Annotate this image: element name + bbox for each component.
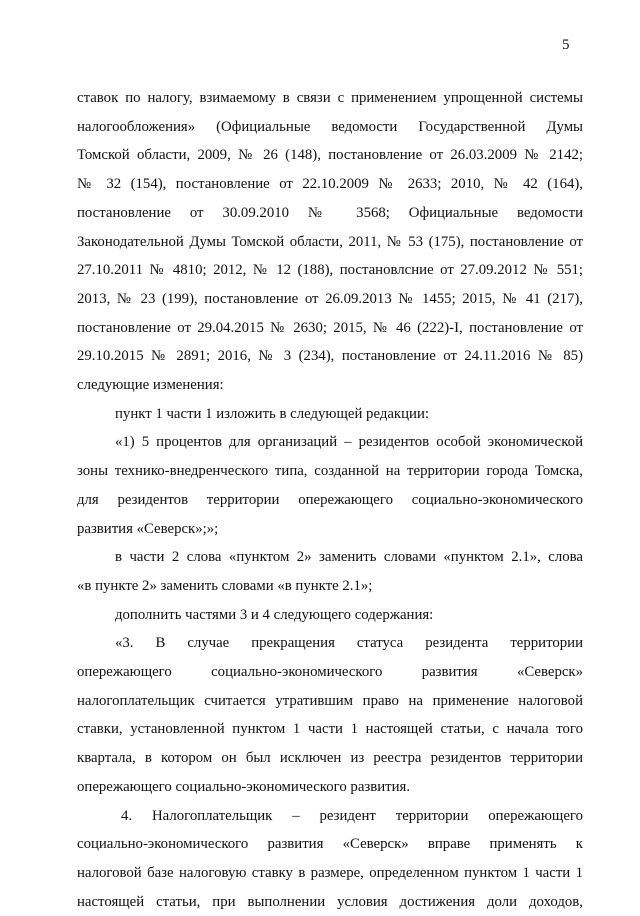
text-line: Томской области, 2009, № 26 (148), постановление от 26.03.2009 № 2142; (77, 147, 583, 164)
text-line: следующие изменения: (77, 377, 224, 394)
text-line: для резидентов территории опережающего социально-экономического (77, 491, 583, 508)
text-line: налогообложения» (Официальные ведомости Государственной Думы (77, 118, 583, 135)
text-line: ставок по налогу, взимаемому в связи с применением упрощенной системы (77, 90, 583, 106)
text-line: 29.10.2015 № 2891; 2016, № 3 (234), постановление от 24.11.2016 № 85) (77, 348, 583, 365)
text-line: «в пункте 2» заменить словами «в пункте 2.1»; (77, 577, 373, 594)
text-line: налогоплательщик считается утратившим право на применение налоговой (77, 692, 583, 709)
text-line: Законодательной Думы Томской области, 2011, № 53 (175), постановление от (77, 233, 583, 250)
text-line: квартала, в котором он был исключен из реестра резидентов территории (77, 750, 583, 767)
text-line: дополнить частями 3 и 4 следующего содержания: (115, 606, 434, 623)
text-line: «3. В случае прекращения статуса резидента территории (115, 635, 583, 652)
document-body (77, 84, 583, 916)
text-line: постановление от 30.09.2010 № 3568; Официальные ведомости (77, 204, 583, 221)
page-number: 5 (562, 37, 570, 53)
text-line: социально-экономического развития «Северск» вправе применять к (77, 836, 583, 853)
text-line: 2013, № 23 (199), постановление от 26.09.2013 № 1455; 2015, № 41 (217), (77, 290, 583, 307)
text-line: в части 2 слова «пунктом 2» заменить словами «пунктом 2.1», слова (115, 549, 583, 566)
text-line: зоны технико-внедренческого типа, созданной на территории города Томска, (77, 463, 583, 480)
text-line: № 32 (154), постановление от 22.10.2009 № 2633; 2010, № 42 (164), (77, 176, 583, 193)
text-line: налоговой базе налоговую ставку в размере, определенном пунктом 1 части 1 (77, 864, 583, 881)
text-line: ставки, установленной пунктом 1 части 1 настоящей статьи, с начала того (77, 721, 583, 738)
text-line: опережающего социально-экономического развития. (77, 778, 411, 795)
text-line: «1) 5 процентов для организаций – резидентов особой экономической (115, 434, 583, 451)
text-line: 27.10.2011 № 4810; 2012, № 12 (188), постановлсние от 27.09.2012 № 551; (77, 262, 583, 279)
text-line: пункт 1 части 1 изложить в следующей редакции: (115, 405, 429, 422)
text-line: постановление от 29.04.2015 № 2630; 2015, № 46 (222)-I, постановление от (77, 319, 583, 336)
text-line: опережающего социально-экономического развития «Северск» (77, 664, 583, 681)
text-line: 4. Налогоплательщик – резидент территории опережающего (121, 807, 583, 824)
text-line: развития «Северск»;»; (77, 520, 219, 537)
text-line: настоящей статьи, при выполнении условия достижения доли доходов, (77, 893, 583, 910)
